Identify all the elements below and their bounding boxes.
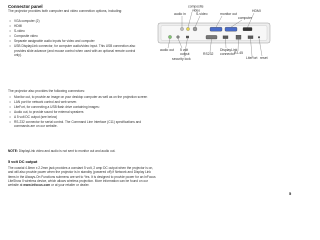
list-item: • Audio out, to provide sound for external speakers [9, 109, 84, 114]
output-list [8, 95, 154, 129]
s-video-port [193, 27, 197, 31]
note-label: NOTE: [8, 149, 18, 153]
hdmi-port [243, 28, 252, 31]
litefort-label: LiteFort [246, 56, 258, 60]
displaylink-label-2: connector [220, 52, 235, 56]
note-paragraph [8, 149, 150, 153]
security-lock-slot [186, 36, 189, 38]
page-number: 5 [289, 191, 292, 196]
note-text: DisplayLink video and audio is not sent to monitor out and audio out. [17, 149, 116, 153]
outputs-intro: The projector also provides the following connectors: [8, 89, 85, 93]
connector-panel-heading: Connector panel [8, 4, 43, 9]
five-volt-label: 5 volt [180, 48, 189, 52]
website-link[interactable]: www.infocus.com [23, 183, 51, 188]
list-item: • VGA computer (2) [9, 19, 40, 23]
list-item: • Composite video [9, 34, 38, 39]
five-volt-label-2: output [180, 52, 190, 56]
connector-panel-diagram [148, 4, 284, 66]
list-item: • A 5 volt DC output (see below) [9, 114, 58, 119]
rs232-label: RS232 [203, 52, 214, 56]
list-item: • Monitor out, to provide an image on your desktop computer as well as on the projection screen [9, 95, 148, 99]
reset-label: reset [260, 56, 268, 60]
monitor-out-label: monitor out [220, 12, 237, 16]
dc-output-heading: 5 volt DC output [8, 160, 38, 164]
list-item: • RS-232 connector for serial control. The Command Line Interface (C11) specifications and commands are on our website. [9, 119, 142, 128]
composite-video-port [186, 27, 189, 30]
list-item: • USB DisplayLink connector, for computer audio/video input. This USB connection also provides slide advance (and mouse control when used with an optional remote control only). [9, 44, 136, 58]
composite-video-label-2: video [192, 8, 201, 13]
audio-out-port [168, 35, 171, 38]
list-item: • LAN port for network control and web server. [9, 99, 78, 104]
list-item: • HDMI [9, 24, 23, 29]
five-volt-port [177, 36, 180, 39]
computer-port [225, 27, 237, 31]
rj45-label: RJ-45 [234, 51, 244, 55]
list-item: • LiteFort, for connecting a USB flash drive containing images: [9, 104, 100, 109]
litefort-port [248, 36, 253, 39]
reset-button [258, 36, 260, 38]
displaylink-label: DisplayLink [220, 48, 238, 52]
s-video-label: S-video [196, 12, 208, 16]
audio-in-port [180, 27, 183, 30]
rs232-port [206, 35, 217, 39]
audio-in-label: audio in [174, 12, 186, 16]
displaylink-port [223, 36, 228, 39]
list-item: • Separate assignable audio inputs for video and computer [9, 39, 95, 44]
audio-out-label: audio out [160, 48, 174, 52]
hdmi-label: HDMI [252, 9, 261, 13]
computer-label: computer [238, 16, 253, 20]
connector-panel-lead: The projector provides both computer and video connection options, including: [8, 9, 123, 13]
rj45-port [236, 35, 241, 39]
dc-output-paragraph: The coaxial 4.8mm x 2.2mm jack provides a constant 5 volt, 2 amp DC output when the projector is on, and will also provide power when the projector is in standby (powered off) if Network and Display Link items in the Always-On Functions submenu are set to Yes. It is designed to provide power for an InFocus LiteShow II wireless device, which allows wireless projection. More information can be found on our website at www.infocus.com or at your retailer or dealer. [8, 166, 156, 188]
input-list [8, 19, 142, 59]
composite-video-label: composite [188, 4, 204, 9]
list-item: • S-video [9, 29, 25, 34]
monitor-out-port [210, 27, 222, 31]
security-lock-label: security lock [172, 57, 191, 61]
